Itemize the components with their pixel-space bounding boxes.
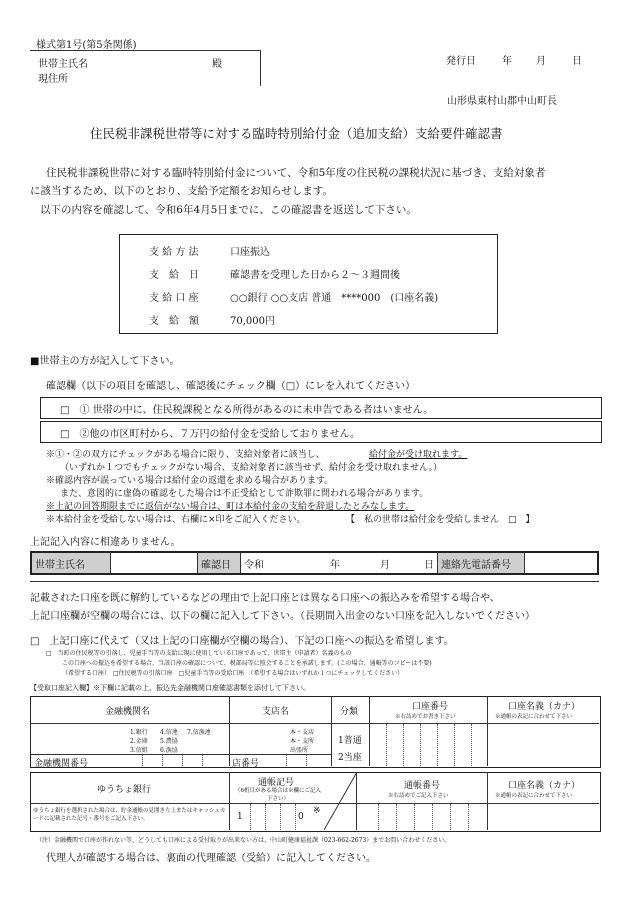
bank-h-holder: 口座名義（カナ） — [508, 702, 581, 712]
divider — [30, 581, 599, 582]
type-3: 3.信組 — [130, 747, 148, 754]
form-number: 様式第1号(第5条関係) — [36, 40, 137, 51]
branch-code-label: 店番号 — [232, 759, 260, 769]
note-5: ※上記の回答期限までに返信がない場合は、町は本給付金の支給を辞退したとみなします。 — [46, 502, 415, 512]
type-4: 4.信連 — [160, 729, 178, 736]
addressee-name-label: 世帯主氏名 — [38, 59, 88, 70]
payment-date-label: 支 給 日 — [149, 270, 199, 281]
yucho-bank: ゆうちょ銀行 — [97, 785, 152, 795]
note-4: また、意図的に虚偽の確認をした場合は不正受給として詐欺罪に問われる場合があります。 — [60, 489, 429, 499]
intro-line-3: 以下の内容を確認して、令和6年4月5日までに、この確認書を返送して下さい。 — [40, 204, 417, 216]
check-text-1[interactable]: □ ① 世帯の中に、住民税課税となる所得があるのに未申告である者はいません。 — [60, 405, 434, 416]
issue-date-year: 年 — [502, 56, 512, 67]
sign-name-field[interactable] — [111, 552, 198, 574]
yucho-h-symbol-note: （6桁目がある場合は※欄にご記入下さい） — [234, 788, 321, 802]
bank-code-label: 金融機関番号 — [34, 759, 89, 769]
yucho-h-symbol: 通帳記号 — [258, 778, 295, 788]
payment-account: ○○銀行 ○○支店 普通 ****000 (口座名義) — [230, 293, 439, 304]
payment-date: 確認書を受理した日から２～３週間後 — [230, 270, 400, 281]
bank-h-account-note: ※右詰めでお書き下さい — [395, 714, 456, 720]
yucho-h-holder: 口座名義（カナ） — [508, 781, 581, 791]
type-1: 1.銀行 — [130, 729, 148, 736]
sign-name-label: 世帯主氏名 — [31, 552, 111, 574]
bank-h-branch: 支店名 — [262, 707, 290, 717]
page-title: 住民税非課税世帯等に対する臨時特別給付金（追加支給）支給要件確認書 — [90, 126, 503, 141]
alt-s1[interactable]: □ 当町の住民税等の引落し、児童手当等の支給に現に使用している口座であって、世帯主（申請者）名義のもの — [46, 650, 352, 657]
sign-year: 年 — [297, 552, 343, 574]
sign-table — [30, 551, 599, 575]
confirm-head: 確認欄（以下の項目を確認し、確認後にチェック欄（□）にレを入れてください） — [46, 381, 416, 392]
footnote: （注）金融機関で口座が作れない等、どうしても口座による受付取りが出来ない方は、中山町健康福祉課（023-662-2673）までお問い合わせください。 — [36, 837, 451, 844]
alt-s2: この口座への振込を希望する場合、当該口座の確認について、税部局等に照会することを承諾します。(この場合、通帳等のコピーは不要) — [62, 660, 432, 667]
class-type-1: 1普通 — [338, 736, 362, 746]
branch-type-2: 本・支所 — [290, 738, 315, 745]
note-2: （いずれか１つでもチェックがない場合、支給対象者に該当せず、給付金を受け取れません。） — [60, 463, 443, 473]
alt-s3[interactable]: （希望する口座） □住民税等の引落口座 □児童手当等の受給口座 （希望する場合はいずれか１つにチェックしてください） — [62, 670, 404, 677]
note-1b: 給付金が受け取れます。 — [369, 450, 468, 460]
class-type-2: 2当座 — [338, 753, 362, 763]
type-7: 7.信漁連 — [187, 729, 211, 736]
issue-date-label: 発行日 — [446, 56, 476, 67]
intro-line-2: に該当するため、以下のとおり、支給予定額をお知らせします。 — [30, 185, 333, 197]
addressee-address-label: 現住所 — [38, 74, 68, 85]
note-3: ※確認内容が誤っている場合は給付金の返還を求める場合があります。 — [46, 476, 334, 486]
issuer: 山形県東村山郡中山町長 — [447, 96, 557, 107]
proxy-note: 代理人が確認する場合は、裏面の代理確認（受給）に記入してください。 — [46, 853, 376, 864]
alt-p2: 上記口座欄が空欄の場合には、以下の欄に記入して下さい。（長期間入出金のない口座を記入しないでください） — [30, 611, 535, 622]
addressee-honorific: 殿 — [212, 59, 222, 70]
sign-era: 令和 — [241, 552, 298, 574]
sign-date-label: 確認日 — [198, 552, 241, 574]
branch-type-1: 本・支店 — [290, 729, 315, 736]
check-text-2[interactable]: □ ②他の市区町村から、７万円の給付金を受給しておりません。 — [60, 429, 361, 440]
type-6: 6.漁協 — [160, 747, 178, 754]
bank-h-type: 分類 — [340, 707, 359, 717]
payment-account-label: 支 給 口 座 — [149, 293, 199, 304]
payment-amount-label: 支 給 額 — [149, 316, 199, 327]
issue-date-day: 日 — [572, 56, 582, 67]
section-head: ■世帯主の方が記入して下さい。 — [30, 356, 180, 367]
payment-amount: 70,000円 — [230, 316, 275, 327]
bank-h-institution: 金融機関名 — [105, 707, 151, 717]
note-6: ※本給付金を受給しない場合は、右欄に×印をご記入ください。 — [46, 515, 306, 525]
sign-phone-label: 連絡先電話番号 — [438, 552, 525, 574]
yucho-mark: ※ — [313, 806, 321, 816]
note-1a: ※①・②の双方にチェックがある場合に限り、支給対象者に該当し、 — [46, 450, 325, 460]
intro-line-1: 住民税非課税世帯に対する臨時特別給付金について、令和5年度の住民税の課税状況に基づき、支給対象者 — [46, 167, 546, 179]
branch-type-3: 出張所 — [290, 747, 309, 754]
receive-head: 【受取口座記入欄】※下欄に記載の上、振込先金融機関口座確認書類を添付して下さい。 — [30, 684, 310, 692]
sign-day: 日 — [393, 552, 438, 574]
yucho-h-holder-note: ※通帳の表記に合わせて下さい — [495, 793, 573, 799]
type-2: 2.金庫 — [130, 738, 148, 745]
yucho-h-number-note: ※右詰めでご記入下さい — [388, 793, 449, 799]
yucho-digit-first: 1 — [237, 812, 243, 822]
bank-h-account: 口座番号 — [412, 702, 449, 712]
bank-h-holder-note: ※通帳の表記に合わせて下さい — [495, 714, 573, 720]
agree-text: 上記記入内容に相違ありません。 — [30, 537, 181, 548]
alt-request[interactable]: □ 上記口座に代えて（又は上記の口座欄が空欄の場合）、下記の口座への振込を希望します。 — [30, 636, 454, 647]
yucho-digit-last: 0 — [298, 812, 304, 822]
type-5: 5.農協 — [160, 738, 178, 745]
payment-method: 口座振込 — [230, 247, 270, 258]
alt-p1: 記載された口座を既に解約しているなどの理由で上記口座とは異なる口座への振込みを希望する場合や、 — [30, 593, 500, 604]
sign-phone-field[interactable] — [525, 552, 599, 574]
yucho-slash — [324, 772, 357, 830]
decline-checkbox[interactable]: 【 私の世帯は給付金を受給しません □ 】 — [346, 515, 535, 525]
yucho-h-number: 通帳番号 — [404, 781, 441, 791]
issue-date-month: 月 — [536, 56, 546, 67]
yucho-note: ゆうちょ銀行を選択された場合は、貯金通帳の見開き左上またはキャッシュカードに記載された記号・番号をご記入下さい。 — [33, 808, 226, 822]
sign-month: 月 — [343, 552, 393, 574]
payment-method-label: 支 給 方 法 — [149, 247, 199, 258]
